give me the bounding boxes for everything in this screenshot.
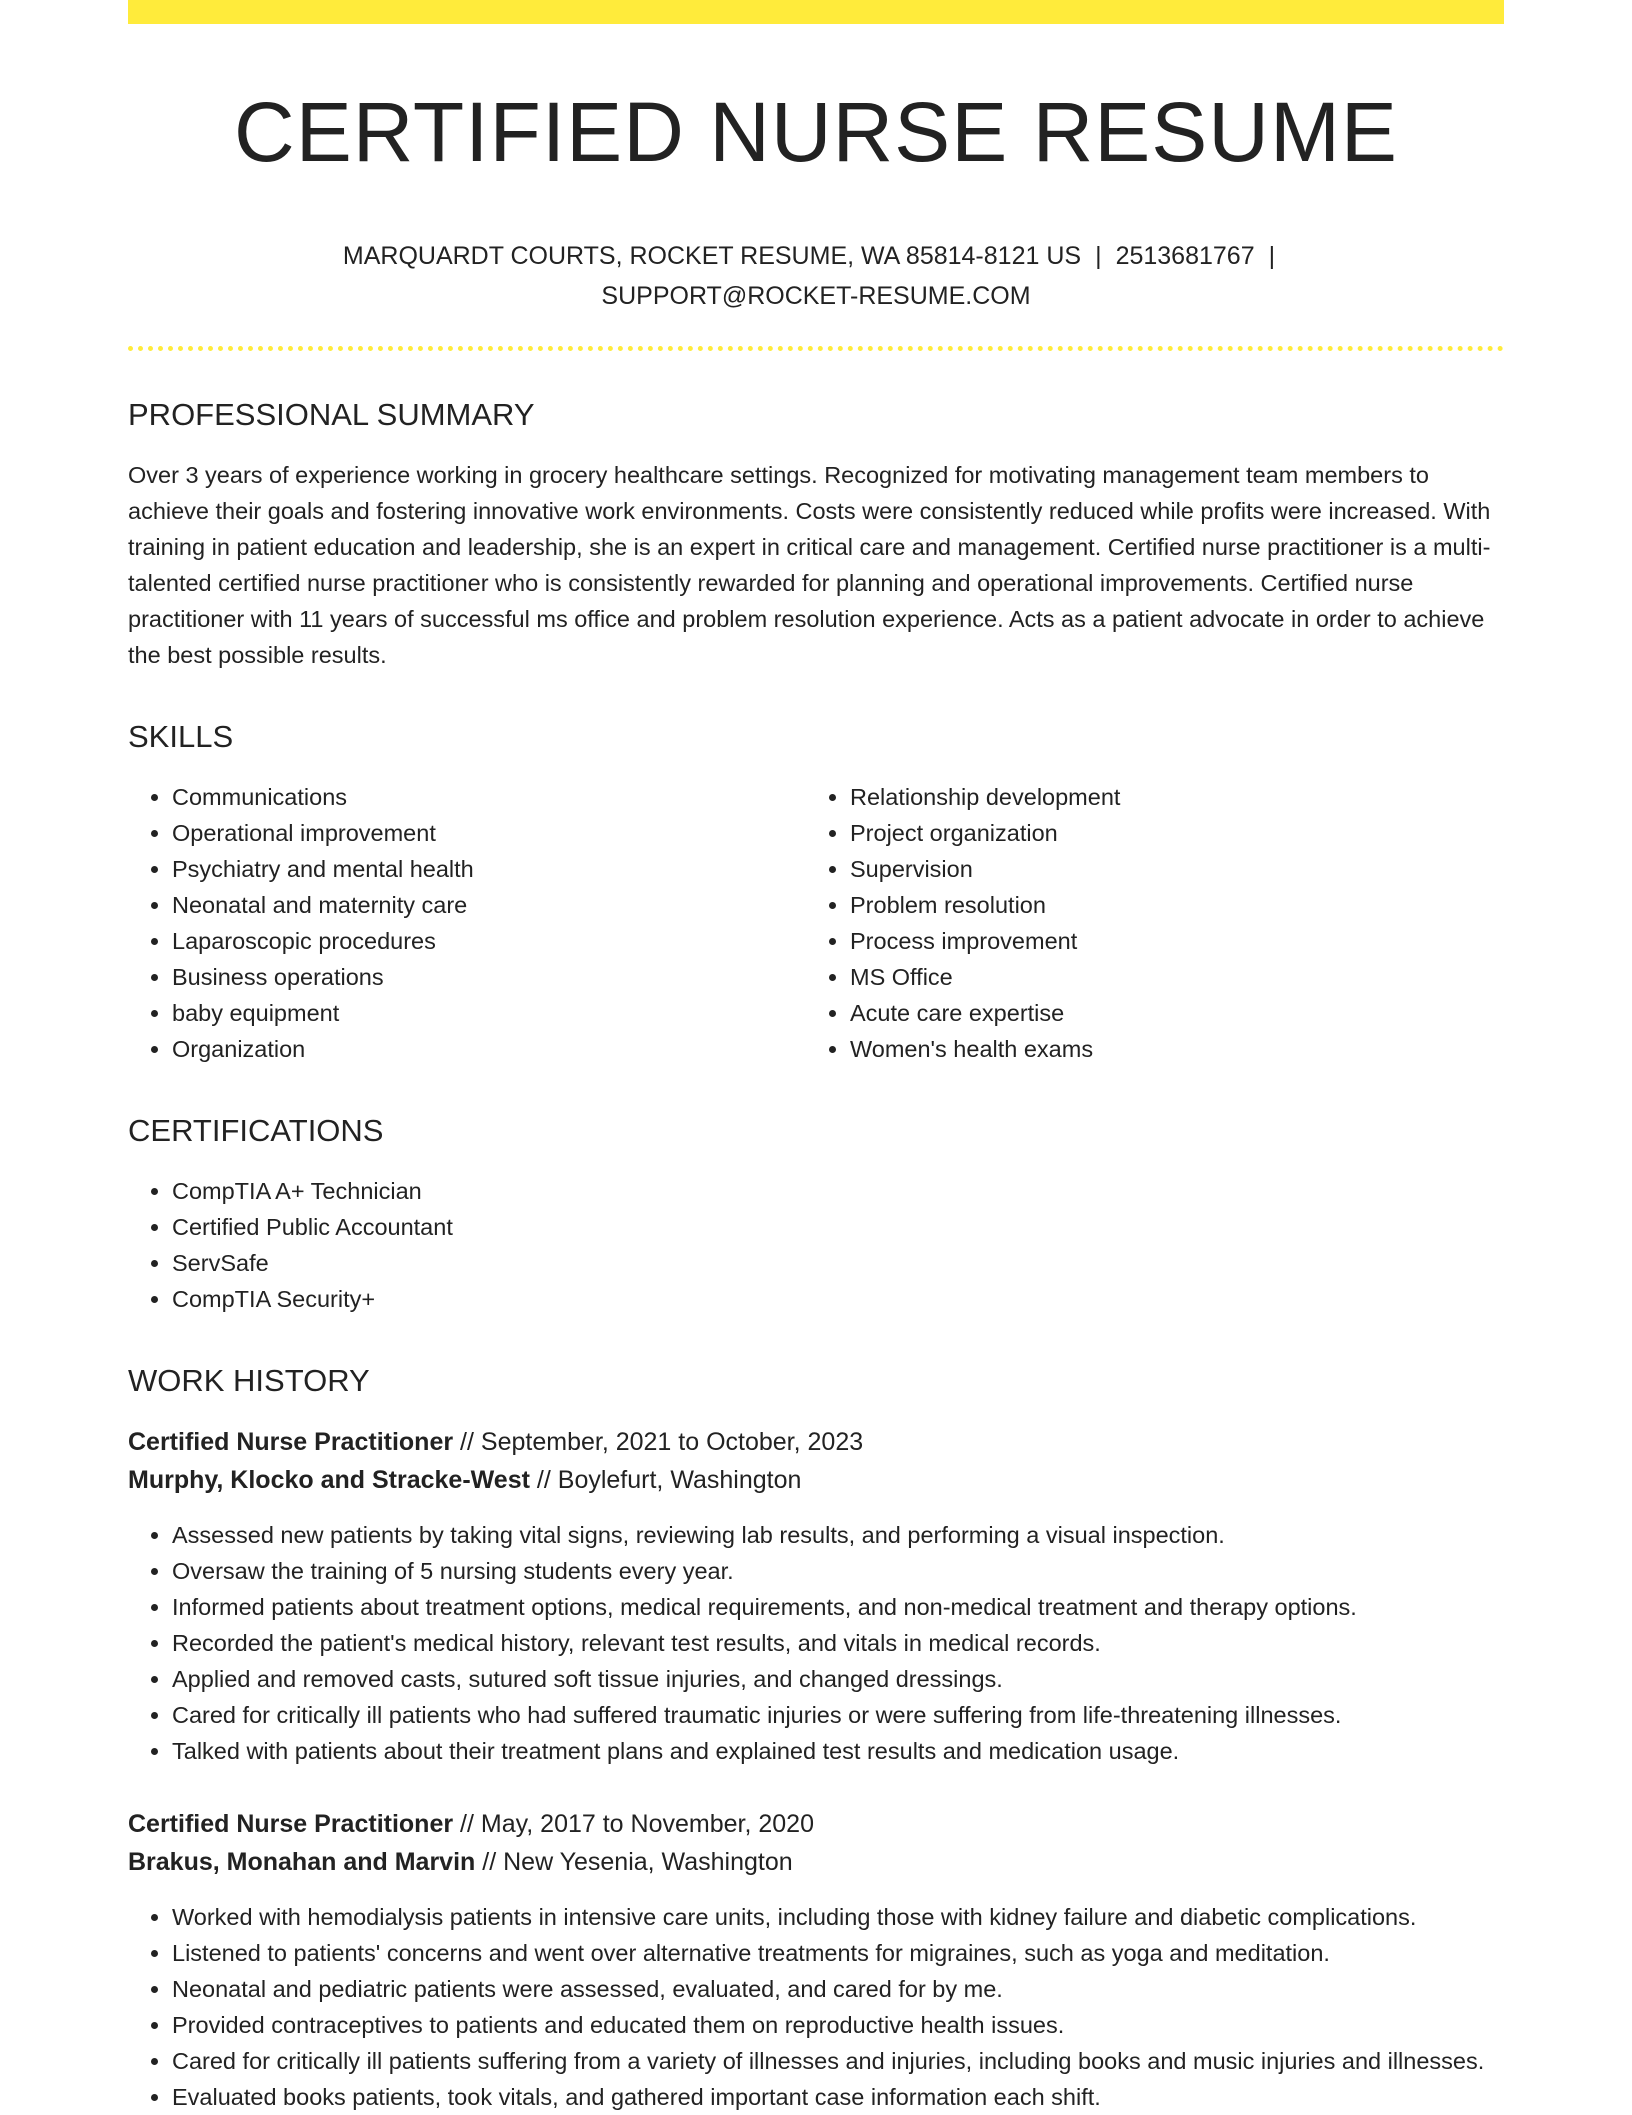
contact-phone: 2513681767 xyxy=(1115,242,1255,271)
certifications-list xyxy=(128,1173,1504,1317)
job-title: Certified Nurse Practitioner xyxy=(128,1428,454,1457)
job-bullet: • Informed patients about treatment options, medical requirements, and non-medical treatment and therapy options. xyxy=(172,1589,1504,1625)
job-location: Boylefurt, Washington xyxy=(557,1466,802,1495)
job-company: Murphy, Klocko and Stracke-West xyxy=(128,1466,530,1495)
job-entry xyxy=(128,1423,1504,1769)
top-accent-bar xyxy=(128,0,1504,24)
work-history-heading: WORK HISTORY xyxy=(128,1363,370,1399)
job-bullets xyxy=(128,1899,1504,2115)
contact-separator: | xyxy=(1268,242,1276,271)
job-bullet: • Talked with patients about their treatment plans and explained test results and medication usage. xyxy=(172,1733,1504,1769)
summary-heading: PROFESSIONAL SUMMARY xyxy=(128,397,535,433)
skill-item: • Acute care expertise xyxy=(850,995,1484,1031)
job-bullet: • Assessed new patients by taking vital signs, reviewing lab results, and performing a visual inspection. xyxy=(172,1517,1504,1553)
job-separator: // xyxy=(460,1810,474,1839)
skills-list-left xyxy=(128,779,806,1067)
contact-email: SUPPORT@ROCKET-RESUME.COM xyxy=(601,282,1031,311)
skills-list-right xyxy=(806,779,1484,1067)
certification-item: • Certified Public Accountant xyxy=(172,1209,1504,1245)
job-bullet: • Cared for critically ill patients who had suffered traumatic injuries or were suffering from life-threatening illnesses. xyxy=(172,1697,1504,1733)
skill-item: • Project organization xyxy=(850,815,1484,851)
job-company-line xyxy=(128,1461,1504,1499)
job-bullet: • Recorded the patient's medical history, relevant test results, and vitals in medical records. xyxy=(172,1625,1504,1661)
summary-text: Over 3 years of experience working in grocery healthcare settings. Recognized for motivating management team members to achieve their goals and fostering innovative work environments. Costs were consistently reduced while profits were increased. With training in patient education and leadership, she is an expert in critical care and management. Certified nurse practitioner is a multi-talented certified nurse practitioner who is consistently rewarded for planning and operational improvements. Certified nurse practitioner with 11 years of successful ms office and problem resolution experience. Acts as a patient advocate in order to achieve the best possible results. xyxy=(128,462,1491,669)
skill-item: • Operational improvement xyxy=(172,815,806,851)
skill-item: • Problem resolution xyxy=(850,887,1484,923)
resume-page xyxy=(128,0,1504,2115)
job-bullet: • Evaluated books patients, took vitals, and gathered important case information each shift. xyxy=(172,2079,1504,2115)
certification-item: • CompTIA A+ Technician xyxy=(172,1173,1504,1209)
job-bullets xyxy=(128,1517,1504,1769)
job-title-line xyxy=(128,1423,1504,1461)
job-bullet: • Neonatal and pediatric patients were assessed, evaluated, and cared for by me. xyxy=(172,1971,1504,2007)
skill-item: • Organization xyxy=(172,1031,806,1067)
job-bullet: • Applied and removed casts, sutured soft tissue injuries, and changed dressings. xyxy=(172,1661,1504,1697)
skill-item: • Psychiatry and mental health xyxy=(172,851,806,887)
skill-item: • Supervision xyxy=(850,851,1484,887)
certification-item: • CompTIA Security+ xyxy=(172,1281,1504,1317)
skill-item: • Women's health exams xyxy=(850,1031,1484,1067)
job-location: New Yesenia, Washington xyxy=(503,1848,793,1877)
job-separator: // xyxy=(536,1466,551,1495)
job-entry xyxy=(128,1805,1504,2115)
skill-item: • Business operations xyxy=(172,959,806,995)
job-company-line xyxy=(128,1843,1504,1881)
job-dates: September, 2021 to October, 2023 xyxy=(480,1428,864,1457)
skill-item: • Laparoscopic procedures xyxy=(172,923,806,959)
skill-item: • Process improvement xyxy=(850,923,1484,959)
job-bullet: • Listened to patients' concerns and went over alternative treatments for migraines, such as yoga and meditation. xyxy=(172,1935,1504,1971)
job-bullet: • Cared for critically ill patients suffering from a variety of illnesses and injuries, including books and music injuries and illnesses. xyxy=(172,2043,1504,2079)
job-title-line xyxy=(128,1805,1504,1843)
job-separator: // xyxy=(460,1428,474,1457)
contact-address: MARQUARDT COURTS, ROCKET RESUME, WA 85814-8121 US xyxy=(342,242,1082,271)
skill-item: • baby equipment xyxy=(172,995,806,1031)
job-bullet: • Worked with hemodialysis patients in intensive care units, including those with kidney failure and diabetic complications. xyxy=(172,1899,1504,1935)
skill-item: • Communications xyxy=(172,779,806,815)
job-title: Certified Nurse Practitioner xyxy=(128,1810,454,1839)
skills-grid xyxy=(128,757,1504,1067)
certification-item: • ServSafe xyxy=(172,1245,1504,1281)
skill-item: • Neonatal and maternity care xyxy=(172,887,806,923)
job-dates: May, 2017 to November, 2020 xyxy=(480,1810,814,1839)
dotted-divider xyxy=(128,346,1504,351)
job-bullet: • Oversaw the training of 5 nursing students every year. xyxy=(172,1553,1504,1589)
contact-separator: | xyxy=(1095,242,1102,271)
contact-info xyxy=(128,236,1504,316)
certifications-heading: CERTIFICATIONS xyxy=(128,1113,384,1149)
skill-item: • MS Office xyxy=(850,959,1484,995)
job-company: Brakus, Monahan and Marvin xyxy=(128,1848,476,1877)
job-bullet: • Provided contraceptives to patients and educated them on reproductive health issues. xyxy=(172,2007,1504,2043)
skill-item: • Relationship development xyxy=(850,779,1484,815)
skills-heading: SKILLS xyxy=(128,719,234,755)
resume-title: CERTIFIED NURSE RESUME xyxy=(234,85,1398,179)
job-separator: // xyxy=(482,1848,497,1877)
